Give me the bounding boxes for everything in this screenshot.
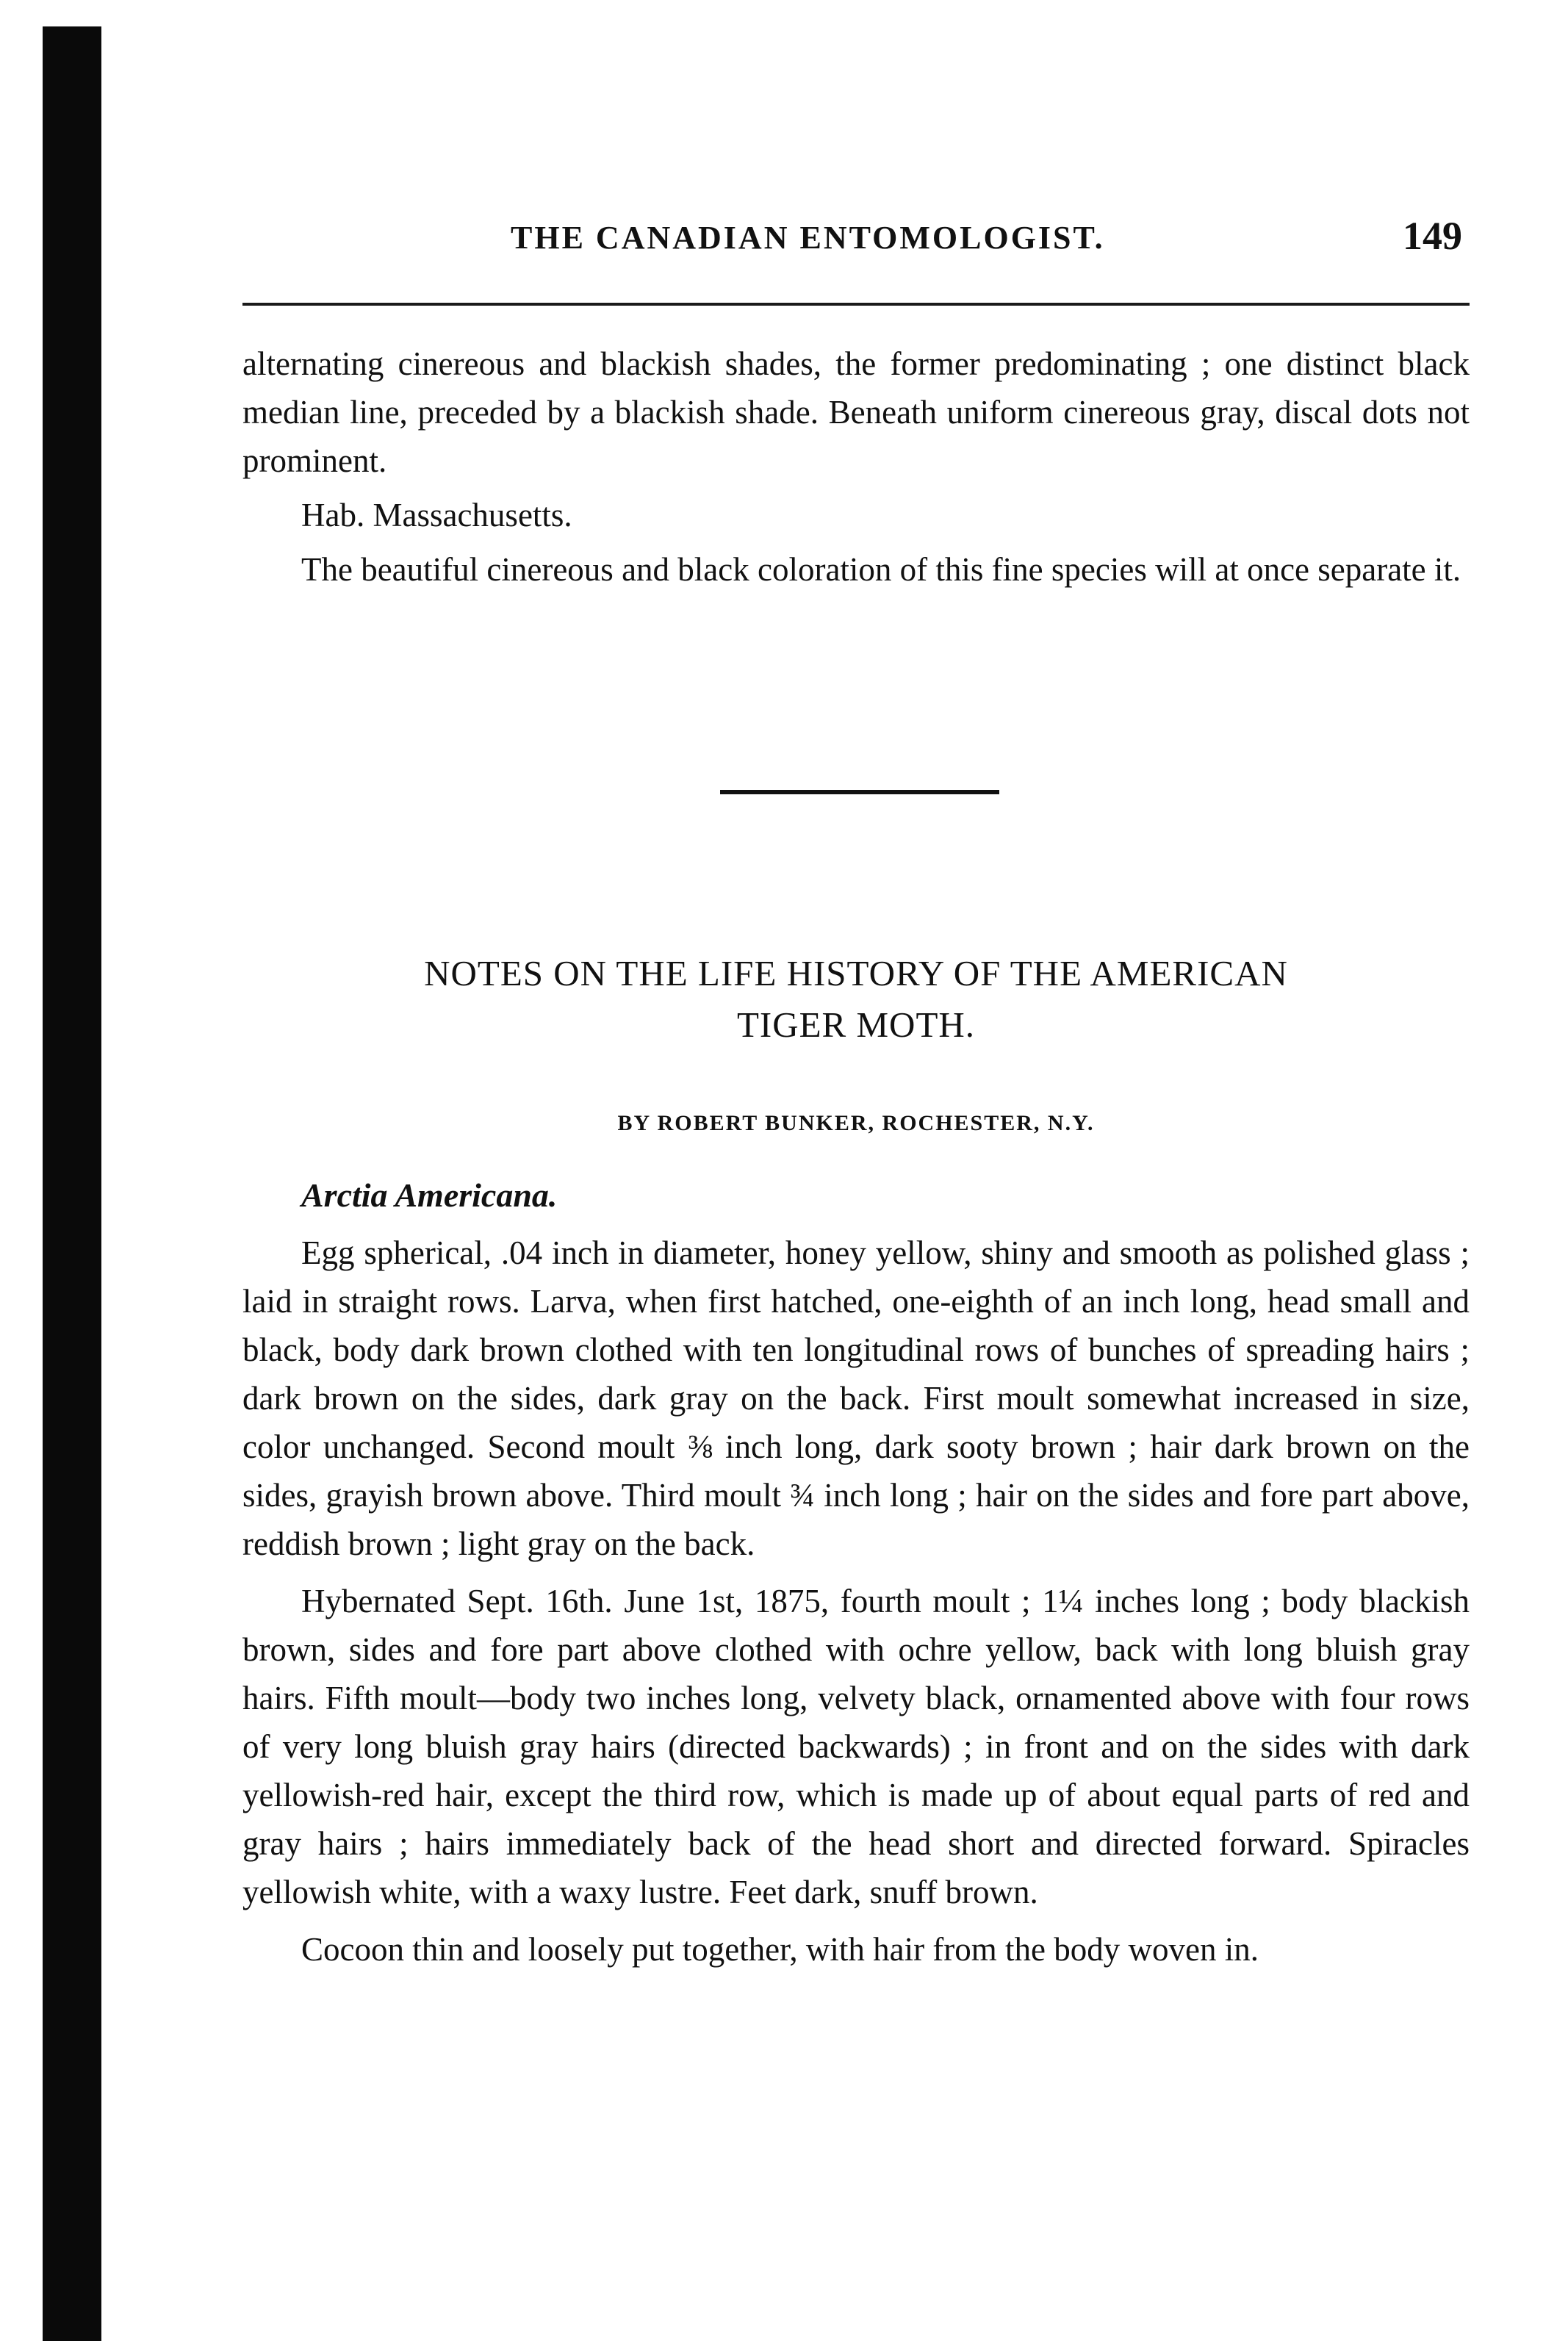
previous-article-paragraph: alternating cinereous and blackish shades, the former predominating ; one distinct black median line, preceded by a blackish shade. Beneath uniform cinereous gray, discal dots not prominent. — [242, 345, 1470, 479]
species-name: Arctia Americana. — [301, 1176, 558, 1214]
article-title-line-1: NOTES ON THE LIFE HISTORY OF THE AMERICAN — [424, 953, 1288, 993]
article-title-line-2: TIGER MOTH. — [736, 1004, 976, 1045]
article-body — [242, 1229, 1470, 1974]
running-head — [242, 213, 1470, 272]
page-number: 149 — [1403, 214, 1462, 258]
book-page — [242, 0, 1470, 2332]
article-title — [242, 948, 1470, 1051]
article-paragraph: Egg spherical, .04 inch in diameter, honey yellow, shiny and smooth as polished glass ; laid in straight rows. Larva, when first hatched, one-eighth of an inch long, head small and black, body dark brown clothed with ten longitudinal rows of bunches of spreading hairs ; dark brown on the sides, dark gray on the back. First moult somewhat increased in size, color unchanged. Second moult ⅜ inch long, dark sooty brown ; hair dark brown on the sides, grayish brown above. Third moult ¾ inch long ; hair on the sides and fore part above, reddish brown ; light gray on the back. — [242, 1234, 1470, 1562]
running-head-title: THE CANADIAN ENTOMOLOGIST. — [511, 220, 1105, 256]
page-binding-edge — [43, 26, 101, 2341]
previous-article-text — [242, 339, 1470, 594]
article-paragraph: Hybernated Sept. 16th. June 1st, 1875, fourth moult ; 1¼ inches long ; body blackish brown, sides and fore part above clothed with ochre yellow, back with long bluish gray hairs. Fifth moult—body two inches long, velvety black, ornamented above with four rows of very long bluish gray hairs (directed backwards) ; in front and on the sides with dark yellowish-red hair, except the third row, which is made up of about equal parts of red and gray hairs ; hairs immediately back of the head short and directed forward. Spiracles yellowish white, with a waxy lustre. Feet dark, snuff brown. — [242, 1583, 1470, 1910]
habitat-line: Hab. Massachusetts. — [301, 497, 572, 533]
article-byline: BY ROBERT BUNKER, ROCHESTER, N.Y. — [617, 1111, 1095, 1135]
section-divider-rule — [720, 790, 999, 794]
header-rule — [242, 303, 1470, 306]
article-paragraph: Cocoon thin and loosely put together, with hair from the body woven in. — [301, 1931, 1259, 1968]
previous-article-closing-paragraph: The beautiful cinereous and black coloration of this fine species will at once separate it. — [301, 551, 1461, 588]
